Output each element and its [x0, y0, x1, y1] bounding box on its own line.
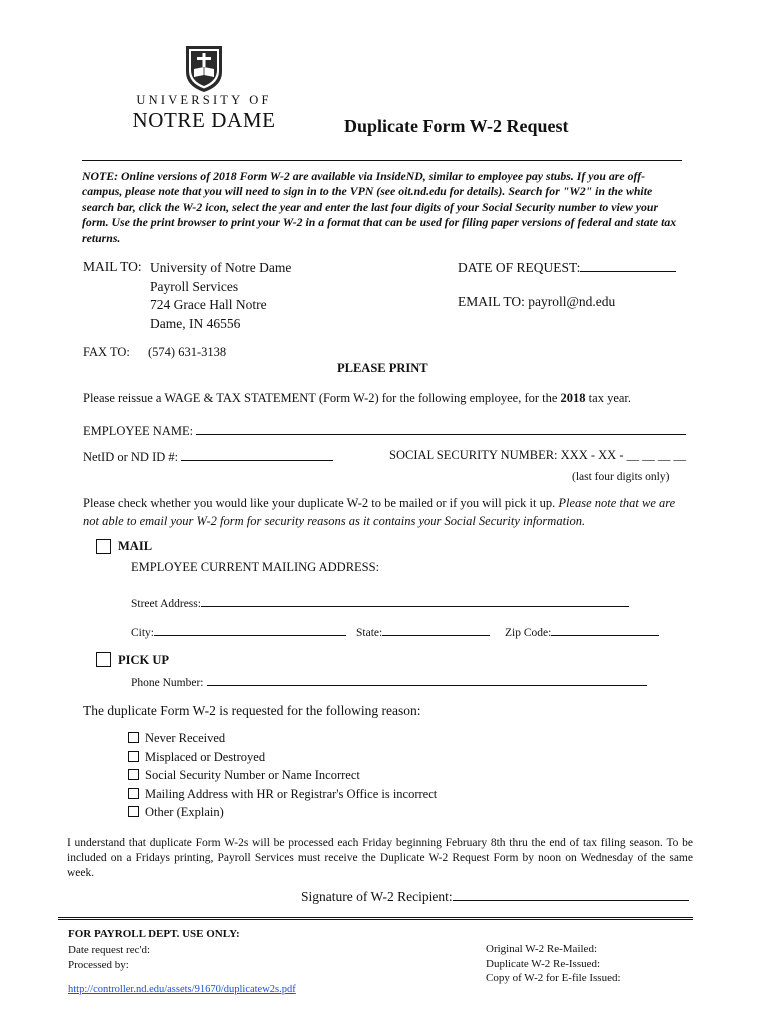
processed-by-label: Processed by: — [68, 959, 129, 971]
reason-checkbox-ssn-incorrect[interactable] — [128, 769, 139, 780]
state-label: State: — [356, 627, 383, 639]
payroll-left — [68, 943, 150, 973]
reason-checkbox-other[interactable] — [128, 806, 139, 817]
tax-year: 2018 — [560, 391, 586, 405]
mail-to-label: MAIL TO: — [83, 259, 142, 274]
city-field[interactable] — [154, 623, 346, 636]
reason-label: Mailing Address with HR or Registrar's Office is incorrect — [145, 786, 438, 801]
reason-item — [128, 748, 437, 767]
date-of-request-field[interactable] — [580, 259, 676, 272]
ssn-field[interactable]: SOCIAL SECURITY NUMBER: XXX - XX - __ __ __ __ — [389, 448, 686, 462]
mail-checkbox[interactable] — [96, 539, 111, 554]
address-line-3: 724 Grace Hall Notre — [150, 297, 267, 312]
address-line-4: Dame, IN 46556 — [150, 315, 241, 331]
phone-field[interactable] — [207, 673, 647, 686]
payroll-header: FOR PAYROLL DEPT. USE ONLY: — [68, 928, 240, 940]
email-to: EMAIL TO: payroll@nd.edu — [458, 294, 616, 309]
netid-label: NetID or ND ID #: — [83, 450, 179, 464]
zip-row — [505, 623, 659, 639]
reissued-label: Duplicate W-2 Re-Issued: — [486, 957, 601, 970]
reason-checkbox-address-incorrect[interactable] — [128, 788, 139, 799]
reissue-before: Please reissue a WAGE & TAX STATEMENT (Form W-2) for the following employee, for the — [83, 391, 561, 405]
employee-name-row — [83, 422, 686, 439]
address-line-2: Payroll Services — [150, 278, 239, 294]
employee-name-label: EMPLOYEE NAME: — [83, 424, 194, 438]
payroll-right — [486, 942, 621, 986]
street-field[interactable] — [201, 594, 629, 607]
signature-field[interactable] — [453, 888, 689, 901]
last-four-hint: (last four digits only) — [572, 471, 670, 483]
reissue-after: tax year. — [585, 391, 632, 405]
city-label: City: — [131, 627, 155, 639]
reason-intro: The duplicate Form W-2 is requested for the following reason: — [83, 703, 421, 718]
zip-label: Zip Code: — [505, 627, 552, 639]
university-seal-icon — [184, 44, 224, 94]
reason-label: Misplaced or Destroyed — [145, 749, 266, 764]
mail-to-address — [150, 259, 291, 333]
reason-list — [128, 729, 437, 822]
delivery-note-plain: Please check whether you would like your duplicate W-2 to be mailed or if you will pick it up. — [83, 496, 559, 510]
city-row — [131, 623, 346, 639]
reason-item — [128, 729, 437, 748]
reason-checkbox-misplaced[interactable] — [128, 751, 139, 762]
remailed-label: Original W-2 Re-Mailed: — [486, 943, 597, 955]
payroll-divider — [58, 917, 693, 920]
phone-label: Phone Number: — [131, 677, 204, 689]
netid-row — [83, 448, 333, 465]
reissue-text — [83, 391, 631, 406]
reason-item — [128, 766, 437, 785]
pickup-option-label: PICK UP — [118, 653, 170, 667]
fax-label: FAX TO: — [83, 345, 130, 359]
signature-label: Signature of W-2 Recipient: — [301, 889, 453, 904]
state-row — [356, 623, 490, 639]
employee-name-field[interactable] — [196, 422, 686, 435]
delivery-note-italic: Please note that we are not able to email your W-2 form for security reasons as it contains your Social Security information. — [83, 496, 676, 528]
processing-statement: I understand that duplicate Form W-2s will be processed each Friday beginning February 8th thru the end of tax filing season. To be included on a Fridays printing, Payroll Services must receive the Duplicate W-2 Request Form by noon on Wednesday of the same week. — [67, 837, 693, 879]
please-print: PLEASE PRINT — [337, 361, 428, 375]
reason-item — [128, 803, 437, 822]
reason-label: Other (Explain) — [145, 805, 224, 820]
notre-dame-line: NOTRE DAME — [132, 108, 276, 132]
mail-option-label: MAIL — [118, 539, 153, 553]
online-note: NOTE: Online versions of 2018 Form W-2 are available via InsideND, similar to employee pay stubs. If you are off-campus, please note that you will need to sign in to the VPN (see oit.nd.edu for details). Search for "W2" in the white search bar, click the W-2 icon, select the year and enter the last four digits of your Social Security number to view your form. Use the print browser to print your W-2 in a format that can be used for filing paper versions of federal and state tax returns. — [82, 169, 677, 245]
netid-field[interactable] — [181, 448, 333, 461]
date-of-request-row — [458, 259, 676, 276]
fax-number: (574) 631-3138 — [148, 345, 227, 359]
delivery-note — [83, 495, 688, 530]
form-url-link[interactable]: http://controller.nd.edu/assets/91670/duplicatew2s.pdf — [68, 984, 296, 995]
date-received-label: Date request rec'd: — [68, 944, 150, 956]
university-line: UNIVERSITY OF — [136, 93, 272, 107]
phone-row — [131, 673, 647, 689]
reason-item — [128, 785, 437, 804]
date-of-request-label: DATE OF REQUEST: — [458, 260, 581, 275]
efile-label: Copy of W-2 for E-file Issued: — [486, 972, 621, 984]
title-divider — [82, 160, 682, 161]
zip-field[interactable] — [551, 623, 659, 636]
pickup-checkbox[interactable] — [96, 652, 111, 667]
reason-label: Social Security Number or Name Incorrect — [145, 768, 360, 783]
page-title: Duplicate Form W-2 Request — [344, 116, 569, 136]
state-field[interactable] — [382, 623, 490, 636]
reason-checkbox-never-received[interactable] — [128, 732, 139, 743]
reason-label: Never Received — [145, 731, 226, 745]
mailing-address-heading: EMPLOYEE CURRENT MAILING ADDRESS: — [131, 560, 380, 574]
signature-row — [301, 888, 689, 905]
street-row — [131, 594, 629, 610]
address-line-1: University of Notre Dame — [150, 260, 292, 275]
street-label: Street Address: — [131, 598, 201, 610]
